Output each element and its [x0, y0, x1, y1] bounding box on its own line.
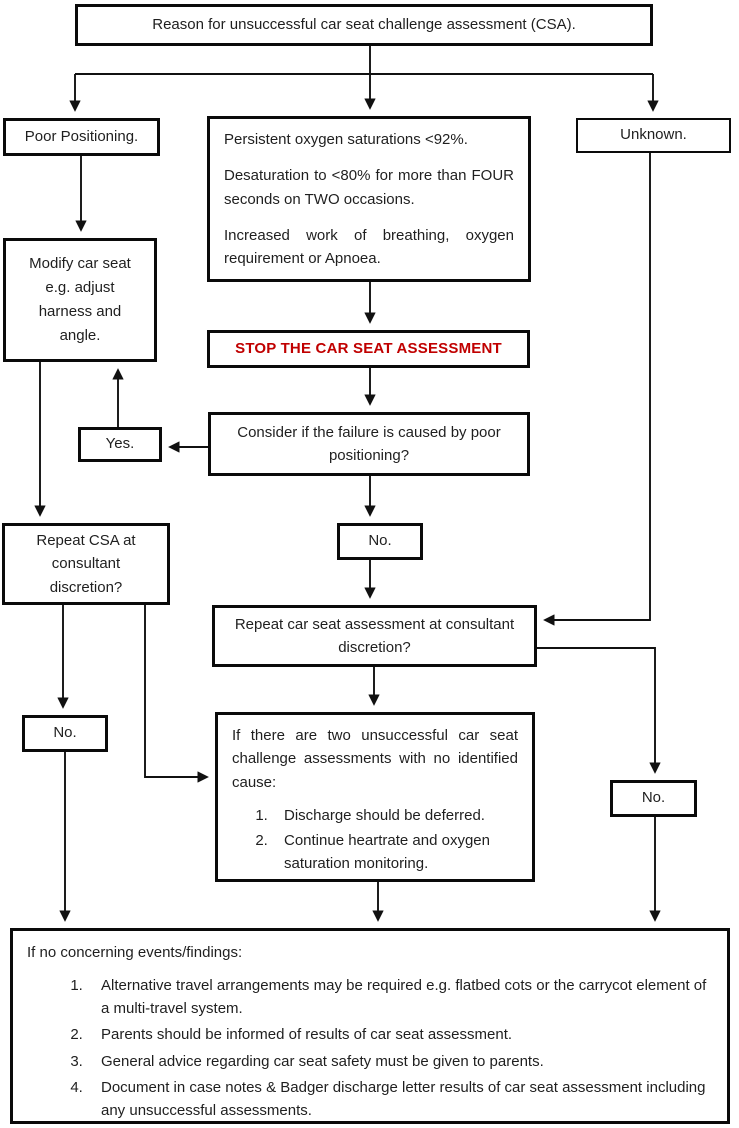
failure-criteria-line-2: Desaturation to <80% for more than FOUR seconds on TWO occasions.: [224, 167, 514, 208]
node-yes: [78, 427, 162, 462]
arrow-repeat-car-seat-to-no-right: [537, 648, 655, 772]
no-concerns-item: 2. Parents should be informed of results of car seat assessment.: [87, 1024, 715, 1047]
node-yes-label: Yes.: [105, 435, 135, 453]
two-unsuccessful-list: [232, 805, 518, 876]
node-poor-positioning: [3, 118, 160, 156]
node-no-after-consider: [337, 523, 423, 560]
node-no-left-label: No.: [53, 724, 77, 742]
two-unsuccessful-intro: If there are two unsuccessful car seat challenge assessments with no identified cause:: [232, 727, 518, 791]
node-unknown: [576, 118, 731, 153]
node-stop-assessment-label: STOP THE CAR SEAT ASSESSMENT: [235, 339, 502, 357]
node-modify-car-seat: [3, 238, 157, 362]
node-repeat-car-seat-label: Repeat car seat assessment at consultant discretion?: [234, 615, 515, 656]
failure-criteria-line-1: Persistent oxygen saturations <92%.: [224, 131, 468, 148]
node-failure-criteria: [207, 116, 531, 282]
node-no-right: [610, 780, 697, 817]
failure-criteria-line-3: Increased work of breathing, oxygen requirement or Apnoea.: [224, 226, 514, 267]
node-two-unsuccessful: [215, 712, 535, 882]
node-no-right-label: No.: [641, 789, 666, 807]
node-repeat-car-seat: [212, 605, 537, 667]
no-concerns-list: [25, 975, 715, 1122]
node-consider-failure: [208, 412, 530, 476]
two-unsuccessful-item: 2. Continue heartrate and oxygen saturation monitoring.: [272, 830, 518, 875]
arrow-repeat-csa-to-two-unsuccessful: [145, 605, 207, 777]
no-concerns-item: 3. General advice regarding car seat safety must be given to parents.: [87, 1051, 715, 1074]
node-repeat-csa-label: Repeat CSA at consultant discretion?: [36, 532, 136, 596]
node-repeat-csa: [2, 523, 170, 605]
arrow-unknown-to-repeat-car-seat: [545, 153, 650, 620]
node-poor-positioning-label: Poor Positioning.: [24, 127, 139, 145]
node-modify-car-seat-label: Modify car seat e.g. adjust harness and angle.: [29, 255, 131, 344]
node-consider-failure-label: Consider if the failure is caused by poor positioning?: [237, 423, 501, 464]
two-unsuccessful-item: 1. Discharge should be deferred.: [272, 805, 518, 828]
no-concerns-item: 4. Document in case notes & Badger discharge letter results of car seat assessment including any unsuccessful assessments.: [87, 1077, 715, 1122]
no-concerns-item: 1. Alternative travel arrangements may be required e.g. flatbed cots or the carrycot element of a multi-travel system.: [87, 975, 715, 1020]
no-concerns-intro: If no concerning events/findings:: [27, 944, 243, 961]
node-reason-label: Reason for unsuccessful car seat challenge assessment (CSA).: [152, 15, 576, 33]
node-stop-assessment: [207, 330, 530, 368]
node-reason: [75, 4, 653, 46]
node-unknown-label: Unknown.: [620, 126, 687, 144]
node-no-after-consider-label: No.: [368, 532, 392, 550]
node-no-concerns: [10, 928, 730, 1124]
node-no-left: [22, 715, 108, 752]
